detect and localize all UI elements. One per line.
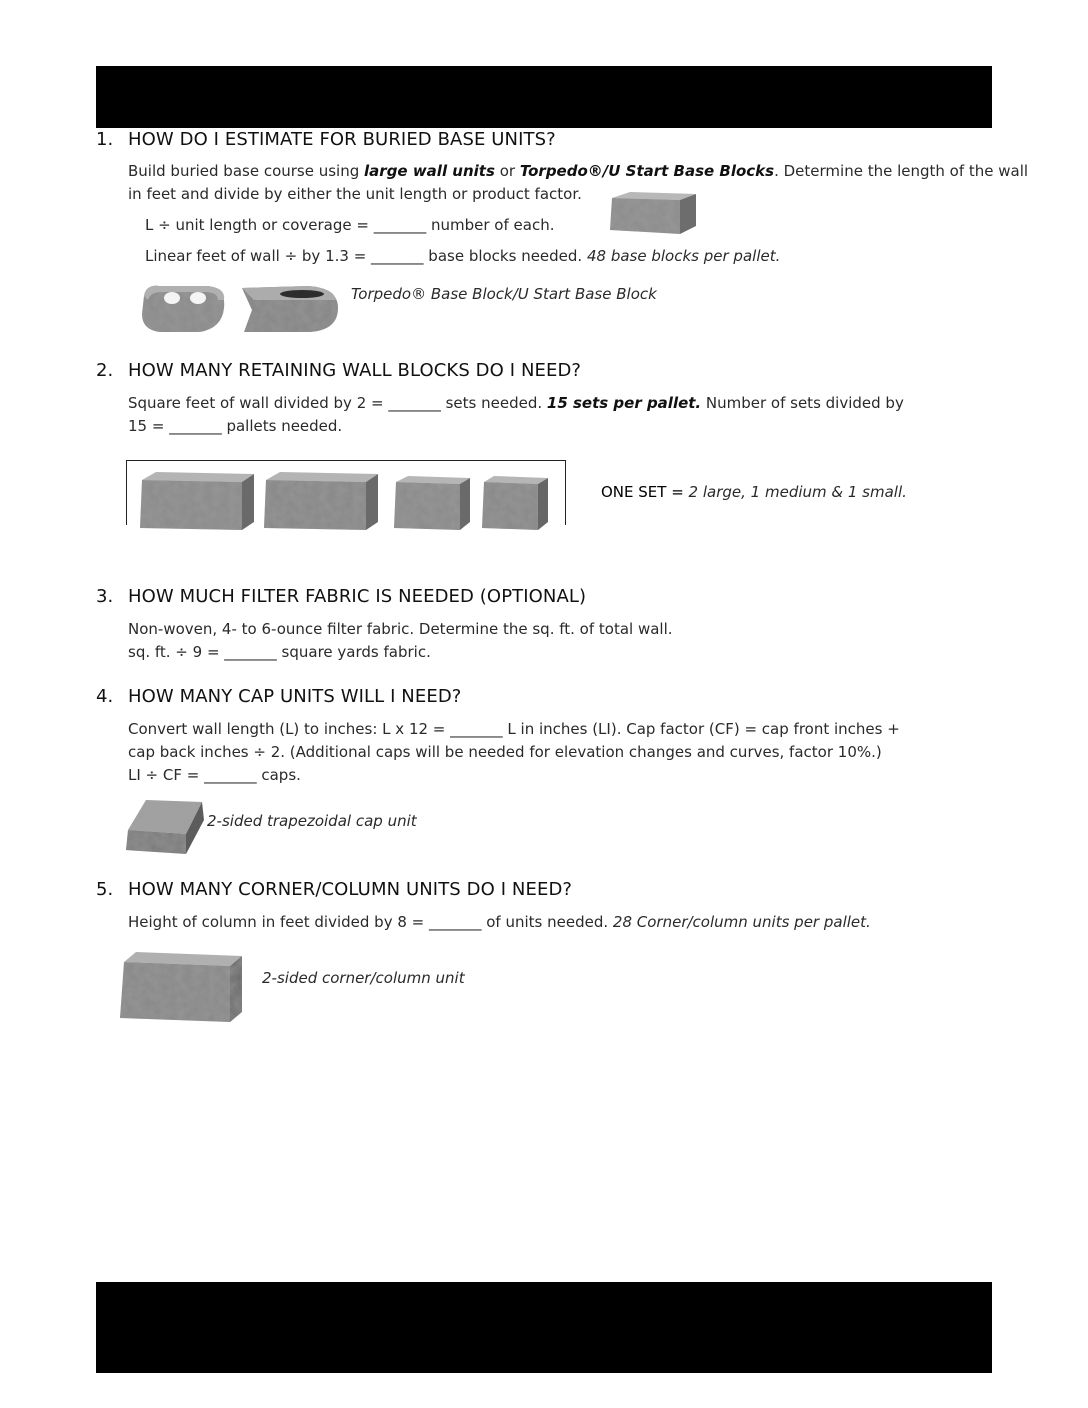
u-start-base-block-image — [240, 282, 340, 336]
torpedo-caption: Torpedo® Base Block/U Start Base Block — [351, 285, 657, 303]
header-bar — [96, 66, 992, 128]
section-1-intro-line2: in feet and divide by either the unit length or product factor. — [128, 185, 582, 203]
section-3-heading — [96, 586, 586, 607]
corner-column-caption: 2-sided corner/column unit — [262, 969, 465, 987]
section-3-line2: sq. ft. ÷ 9 = _______ square yards fabric. — [128, 643, 431, 661]
section-4-line1: Convert wall length (L) to inches: L x 12 = _______ L in inches (LI). Cap factor (CF) = cap front inches + — [128, 720, 900, 738]
text: Linear feet of wall ÷ by 1.3 = _______ base blocks needed. — [145, 247, 587, 265]
pallet-note: 28 Corner/column units per pallet. — [612, 913, 871, 931]
torpedo-base-block-image — [138, 282, 228, 336]
text: or — [494, 162, 520, 180]
section-1-heading — [96, 129, 556, 150]
section-number: 1. — [96, 129, 114, 150]
cap-unit-caption: 2-sided trapezoidal cap unit — [207, 812, 417, 830]
section-number: 4. — [96, 686, 114, 707]
footer-bar — [96, 1282, 992, 1373]
text: Number of sets divided by — [701, 394, 904, 412]
section-3-line1: Non-woven, 4- to 6-ounce filter fabric. Determine the sq. ft. of total wall. — [128, 620, 673, 638]
pallet-note: 48 base blocks per pallet. — [586, 247, 781, 265]
formula-linear-feet — [145, 245, 780, 268]
emphasis: Torpedo®/U Start Base Blocks — [519, 162, 775, 180]
large-wall-unit-image — [608, 190, 700, 238]
one-set-description — [601, 483, 907, 501]
section-2-heading — [96, 360, 581, 381]
one-set-contents: 2 large, 1 medium & 1 small. — [688, 483, 907, 501]
formula-unit-length: L ÷ unit length or coverage = _______ number of each. — [145, 216, 555, 234]
section-5-line1 — [128, 911, 871, 934]
text: . Determine the length of the wall — [774, 162, 1029, 180]
section-title: HOW MUCH FILTER FABRIC IS NEEDED (OPTIONAL) — [128, 586, 587, 607]
section-title: HOW MANY RETAINING WALL BLOCKS DO I NEED? — [128, 360, 582, 381]
section-2-line2: 15 = _______ pallets needed. — [128, 417, 343, 435]
section-2-line1 — [128, 392, 904, 415]
section-number: 2. — [96, 360, 114, 381]
section-4-line3: LI ÷ CF = _______ caps. — [128, 766, 301, 784]
section-1-intro — [128, 160, 1028, 183]
section-title: HOW MANY CORNER/COLUMN UNITS DO I NEED? — [128, 879, 573, 900]
section-4-line2: cap back inches ÷ 2. (Additional caps will be needed for elevation changes and curves, factor 10%.) — [128, 743, 882, 761]
section-5-heading — [96, 879, 572, 900]
section-4-heading — [96, 686, 461, 707]
emphasis: large wall units — [364, 162, 495, 180]
section-title: HOW MANY CAP UNITS WILL I NEED? — [128, 686, 462, 707]
cap-unit-image — [124, 796, 206, 858]
large-block-image-1 — [138, 470, 256, 534]
section-title: HOW DO I ESTIMATE FOR BURIED BASE UNITS? — [128, 129, 556, 150]
emphasis: 15 sets per pallet. — [546, 394, 702, 412]
small-block-image — [480, 474, 550, 532]
section-number: 3. — [96, 586, 114, 607]
medium-block-image — [392, 474, 472, 532]
one-set-label: ONE SET = — [601, 483, 689, 501]
section-number: 5. — [96, 879, 114, 900]
text: Build buried base course using — [128, 162, 365, 180]
large-block-image-2 — [262, 470, 380, 534]
text: Square feet of wall divided by 2 = _______ sets needed. — [128, 394, 547, 412]
corner-column-unit-image — [118, 950, 244, 1026]
text: Height of column in feet divided by 8 = _______ of units needed. — [128, 913, 613, 931]
